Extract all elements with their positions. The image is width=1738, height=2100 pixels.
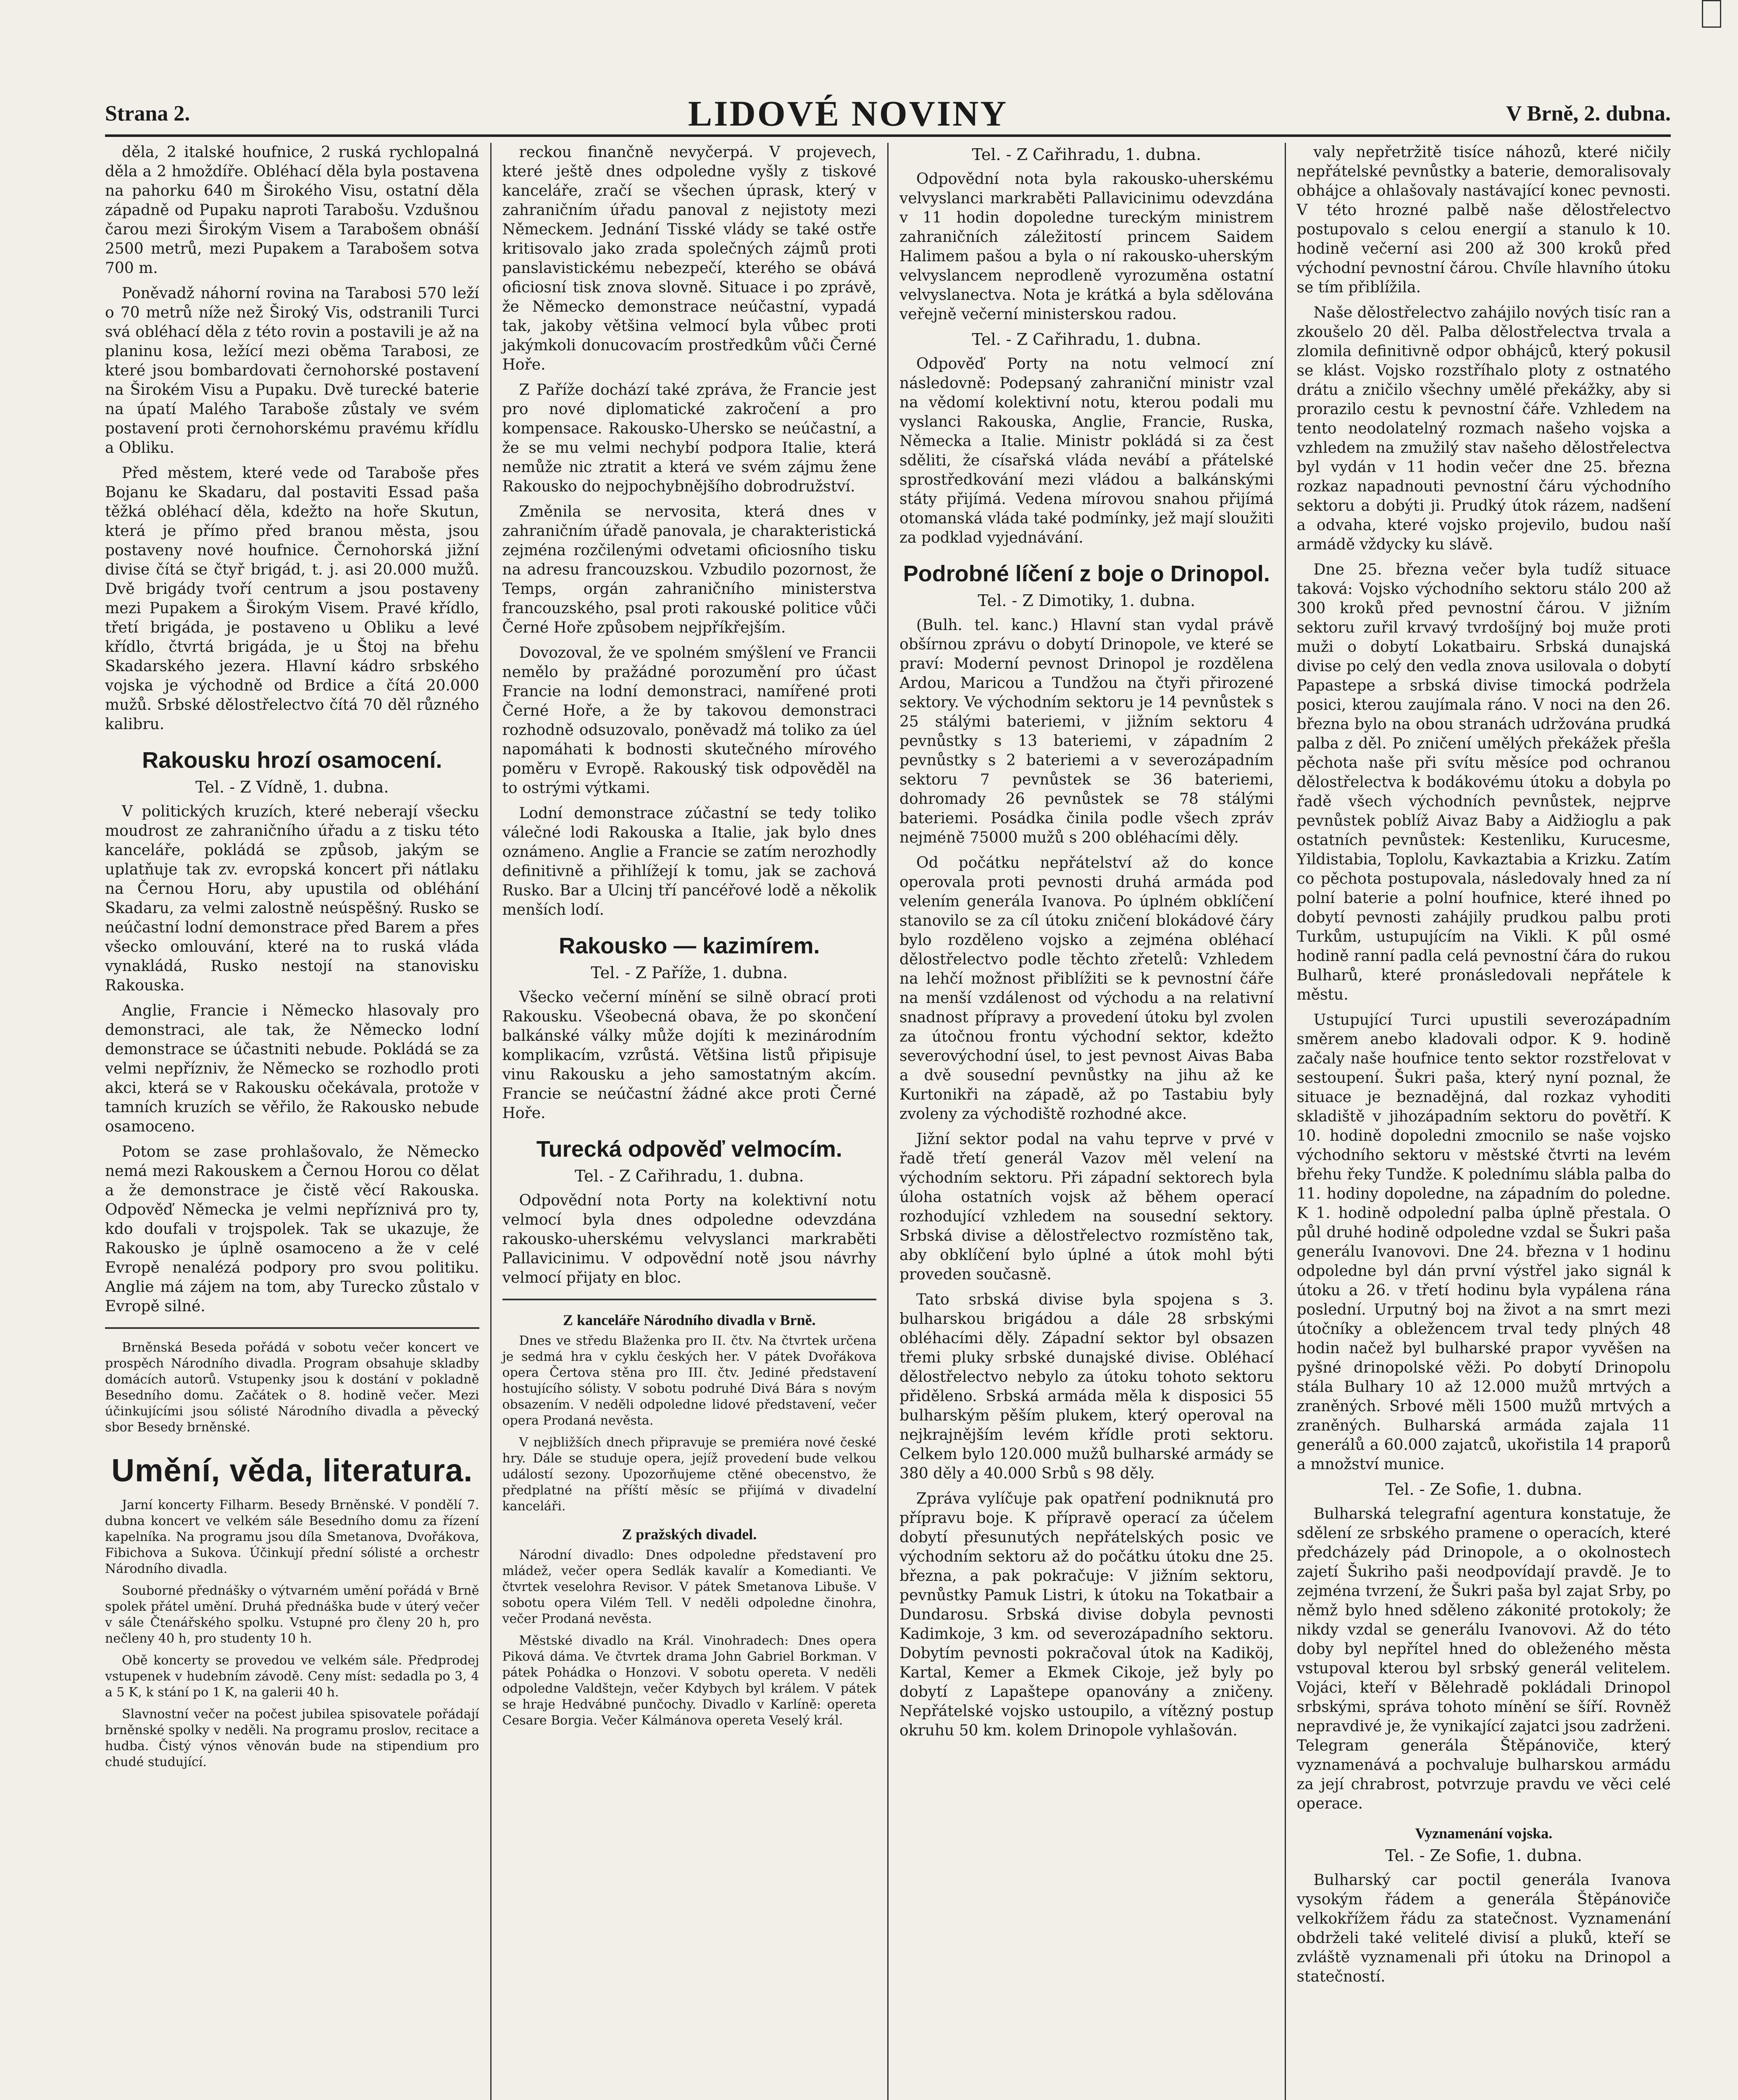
paragraph: Souborné přednášky o výtvarném umění pořádá v Brně spolek přátel umění. Druhá přednáška bude v úterý večer v sále Čtenářského spolku. Vstupné pro členy 20 h, pro nečleny 40 h, pro studenty 10 h. xyxy=(105,1583,479,1646)
paragraph: Dnes ve středu Blaženka pro II. čtv. Na čtvrtek určena je sedmá hra v cyklu českých her. V pátek Dvořákova opera Čertova stěna pro III. čtv. Jediné představení hostujícího sólisty. V sobotu podruhé Divá Bára s novým obsazením. V neděli odpoledne lidové představení, večer opera Prodaná nevěsta. xyxy=(502,1334,876,1428)
paragraph: Jarní koncerty Filharm. Besedy Brněnské. V pondělí 7. dubna koncert ve velkém sále Besedního domu za řízení kapelníka. Na programu jsou díla Smetanova, Dvořákova, Fibichova a Sukova. Účinkují přední sólisté a orchestr Národního divadla. xyxy=(105,1498,479,1576)
subhead-army-award: Vyznamenání vojska. xyxy=(1415,1825,1553,1842)
arts-section xyxy=(105,1497,479,1770)
paragraph: Od počátku nepřátelství až do konce operovala proti pevnosti druhá armáda pod velením generála Ivanova. Po úplném obklíčení stanovilo se za cíl útoku zničení blokádové čáry bylo rozděleno vojsko a zejména obléhací dělostřelectvo podle těchto zřetelů: Vzhledem na lehčí možnost přiblížiti se k pevnostní čáře na menší vzdálenost od východu a na relativní snadnost přípravy a provedení útoku byl zvolen za útočnou frontu východní sektor, kdežto severovýchodní úsel, to jest pevnost Aivas Baba a dvě sousední pevnůstky na jihu až ke Kurtonikři na západě, až po Tastabiu byly zvoleny za východiště rozhodné akce. xyxy=(899,854,1274,1123)
page-edge-mark xyxy=(1702,0,1721,28)
dateline: Tel. - Z Cařihradu, 1. dubna. xyxy=(972,330,1202,349)
paragraph: Odpovědní nota Porty na kolektivní notu velmocí byla dnes odpoledne odevzdána rakousko-uherskému velvyslanci markraběti Pallavicinimu. V odpovědní notě jsou návrhy velmocí přijaty en bloc. xyxy=(502,1192,876,1286)
headline-drinopol-battle: Podrobné líčení z boje o Drinopol. xyxy=(903,561,1270,586)
subhead-brno-theatre: Z kanceláře Národního divadla v Brně. xyxy=(563,1312,816,1328)
paragraph: (Bulh. tel. kanc.) Hlavní stan vydal právě obšírnou zprávu o dobytí Drinopole, ve které se praví: Moderní pevnost Drinopol je rozdělena Ardou, Maricou a Tundžou na čtyři přirozené sektory. Ve východním sektoru je 14 pevnůstek s 25 stálými bateriemi, v jižním sektoru 4 pevnůstky s 13 bateriemi, v západním 2 pevnůstky s 2 bateriemi a v severozápadním sektoru 7 pevnůstek se 36 bateriemi, dohromady 26 pevnůstek se 78 stálými bateriemi. Posádka činila podle všech zpráv nejméně 75000 mužů s 200 obléhacími děly. xyxy=(899,617,1274,846)
paragraph: Zpráva vylíčuje pak opatření podniknutá pro přípravu boje. K přípravě operací za účelem dobytí přesunutých nepřátelských posic ve východním sektoru až do počátku útoku dne 25. března, a pak pokračuje: V jižním sektoru, pevnůstky Pamuk Listri, k útoku na Tokatbair a Dundarosu. Srbská divise dobyla pevnosti Kadimkoje, 3 km. od severozápadního sektoru. Dobytím pevnosti pokračoval útok na Kadiköj, Kartal, Kemer a Ekmek Cikoje, jež byly po dobytí z Lapaštepe opanovány a zničeny. Nepřátelské vojsko ustoupilo, a vítězný postup okruhu 50 km. kolem Drinopole vyhlašován. xyxy=(899,1490,1274,1739)
paragraph: Z Paříže dochází také zpráva, že Francie jest pro nové diplomatické zakročení a pro kompensace. Rakousko-Uhersko se neúčastní, a že se mu velmi nechybí podpora Italie, která nemůže nic ztratit a která ve svém zájmu žene Rakousko do nejpochybnějšího dobrodružství. xyxy=(502,381,876,495)
small-notice xyxy=(105,1340,479,1436)
paragraph: Brněnská Beseda pořádá v sobotu večer koncert ve prospěch Národního divadla. Program obsahuje skladby domácích autorů. Vstupenky jsou k dostání v pokladně Besedního domu. Začátek o 8. hodině večer. Mezi účinkujícími jsou sólisté Národního divadla a pěvecký sbor Besedy brněnské. xyxy=(105,1340,479,1435)
section-divider xyxy=(105,1327,479,1329)
headline-austria-paris: Rakousko — kazimírem. xyxy=(559,933,820,958)
paragraph: Dne 25. března večer byla tudíž situace taková: Vojsko východního sektoru stálo 200 až 300 kroků před pevnostní čárou. V jižním sektoru zuřil krvavý tvrdošíjný boj muže proti muži o dobytí Lokatbairu. Srbská dunajská divise po celý den vedla znova usilovala o dobytí Papastepe a srbská divise timocká podržela posici, kterou zaujímala ráno. V noci na den 26. března bylo na obou stranách udržována prudká palba z děl. Po zničení umělých překážek přešla pěchota naše při svítu měsíce pod ochranou dělostřelectva k bodákovému útoku a dobyla po řadě všech východních pevnůstek, nejprve pevnůstek poblíž Aivaz Baby a Aidžioglu a pak ostatních pevnůstek: Kestenliku, Kurucesme, Yildistabia, Toplolu, Kavkaztabia a Krizku. Zatím co pěchota postupovala, následovaly hned za ní polní baterie a polní houfnice, které ihned po dobytí pevnosti zahájily prudkou palbu proti Turkům, ustupujícím na Vikli. K půl osmé hodině ranní padla celá pevnostní čára do rukou Bulharů, které pronásledovali nepřátele k městu. xyxy=(1296,561,1671,1003)
page-number: Strana 2. xyxy=(105,101,190,126)
paragraph: Naše dělostřelectvo zahájilo nových tisíc ran a zkoušelo 20 děl. Palba dělostřelectva trvala a zlomila definitivně odpor obhájců, který pokusil se klást. Vojsko rozstříhalo ploty z ostnatého drátu a zničilo všechny umělé překážky, aby si prorazilo cestu k pevnostní čáře. Vzhledem na tento neodolatelný rozmach našeho vojska a vzhledem na zmužilý stav našeho dělostřelectva byl vydán v 11 hodin večer dne 25. března rozkaz napadnouti pevnostní čáru východního sektoru a dobýti ji. Prudký útok rázem, nadšení a odvaha, které vojsko projevilo, budou naší armádě vždycky ku slávě. xyxy=(1296,304,1671,553)
article-columns xyxy=(105,143,1671,2100)
section-title-arts: Umění, věda, literatura. xyxy=(111,1453,473,1488)
paragraph: děla, 2 italské houfnice, 2 ruská rychlopalná děla a 2 hmoždíře. Obléhací děla byla postavena na pahorku 640 m Širokého Visu, ostatní děla západně od Pupaku naproti Tarabošu. Vzdušnou čarou mezi Širokým Visem a Tarabošem obnáší 2500 metrů, mezi Pupakem a Tarabošem sotva 700 m. xyxy=(105,144,479,277)
dateline: Tel. - Z Vídně, 1. dubna. xyxy=(195,778,389,796)
paragraph: Potom se zase prohlašovalo, že Německo nemá mezi Rakouskem a Černou Horou co dělat a že demonstrace je čistě věcí Rakouska. Odpověď Německa je velmi nepříznivá pro ty, kdo doufali v trojspolek. Tak se ukazuje, že Rakousko je úplně osamoceno a že v celé Evropě nenalézá podpory pro svou politiku. Anglie má zájem na tom, aby Turecko zůstalo v Evropě silné. xyxy=(105,1143,479,1315)
paragraph: Poněvadž náhorní rovina na Tarabosi 570 leží o 70 metrů níže než Široký Vis, odstranili Turci svá obléhací děla z této rovin a postavili je až na planinu kosa, ležící mezi oběma Tarabosi, ze které jsou bombardovati černohorské postavení na Širokém Visu a Pupaku. Dvě turecké baterie na úpatí Malého Taraboše zůstaly ve svém postavení proti černohorskému pravému křídlu a Obliku. xyxy=(105,285,479,457)
paragraph: Bulharská telegrafní agentura konstatuje, že sdělení ze srbského pramene o operacích, které předcházely pád Drinopole, a o okolnostech zajetí Šukriho paši neodpovídají pravdě. Je to zejména tvrzení, že Šukri paša byl zajat Srby, po němž bylo hned sděleno zákonité protokoly; že nikdy vzdal se generálu Ivanovovi. Až do této doby byl nepřítel hned do obleženého města vstupoval kterou byl srbský generál velitelem. Vojáci, kteří v Bělehradě pokládali Drinopol srbskými, správa tohoto mínění se šíří. Rovněž nepravdivé je, že vynikající zajatci jsou zadrženi. Telegram generála Štěpánoviče, který vyznamenává a pochvaluje bulharskou armádu za její chrabrost, potvrzuje pravdu ve věci celé operace. xyxy=(1296,1505,1671,1812)
paragraph: Jižní sektor podal na vahu teprve v prvé v řadě třetí generál Vazov měl velení na východním sektoru. Při západní sektorech byla úloha ostatních vojsk až během operací rozhodující vzhledem na sousední sektory. Srbská divise a dělostřelectvo rozmístěno tak, aby obklíčení bylo úplné a útok mohl býti proveden současně. xyxy=(899,1131,1274,1283)
paragraph: Slavnostní večer na počest jubilea spisovatele pořádají brněnské spolky v neděli. Na programu proslov, recitace a hudba. Čistý výnos věnován bude na stipendium pro chudé studující. xyxy=(105,1707,479,1769)
dateline: Tel. - Z Cařihradu, 1. dubna. xyxy=(574,1167,804,1185)
paragraph: Anglie, Francie i Německo hlasovaly pro demonstraci, ale tak, že Německo lodní demonstrace se účastniti nebude. Pokládá se za velmi nepřízniv, že Německo se rozhodlo proti akci, která se v Rakousku očekávala, protože v tamních kruzích se věřilo, že Rakousko nebude osamoceno. xyxy=(105,1002,479,1135)
col1-lead xyxy=(105,143,479,734)
paragraph: Obě koncerty se provedou ve velkém sále. Předprodej vstupenek v hudebním závodě. Ceny míst: sedadla po 3, 4 a 5 K, k stání po 1 K, na galerii 40 h. xyxy=(105,1653,479,1700)
paragraph: Před městem, které vede od Taraboše přes Bojanu ke Skadaru, dal postaviti Essad paša těžká obléhací děla, kdežto na hoře Skutun, která je přímo před branou města, jsou postaveny nové houfnice. Černohorská jižní divise čítá se čtyř brigád, t. j. asi 20.000 mužů. Dvě brigády tvoří centrum a jsou postaveny mezi Pupakem a Širokým Visem. Pravé křídlo, třetí brigáda, je postaveno u Obliku a levé křídlo, čtvrtá brigáda, je u Štoj na břehu Skadarského jezera. Hlavní kádro srbského vojska je východně od Brdice a čítá 20.000 mužů. Srbské dělostřelectvo čítá 70 děl různého kalibru. xyxy=(105,465,479,733)
headline-austria-isolation: Rakousku hrozí osamocení. xyxy=(142,748,442,773)
section-divider xyxy=(502,1299,877,1300)
paragraph: V politických kruzích, které neberají všecku moudrost ze zahraničního úřadu a z tisku této kanceláře, pokládá se způsob, jakým se uplatňuje tak zv. evropská koncert při nátlaku na Černou Horu, aby upustila od obléhání Skadaru, za velmi zalostně neúspěšný. Rusko se neúčastní lodní demonstrace před Barem a přes všecko omlouvání, které na to ruská vláda vynakládá, Rusko nestojí na stanovisku Rakouska. xyxy=(105,803,479,994)
paragraph: Odpověď Porty na notu velmocí zní následovně: Podepsaný zahraniční ministr vzal na vědomí kolektivní notu, kterou podali mu vyslanci Rakouska, Anglie, Francie, Ruska, Německa a Italie. Ministr pokládá si za čest sděliti, že císařská vláda nevábí a přátelské sprostředkování mezi vládou a balkánskými státy přijímá. Vedena mírovou snahou přijímá otomanská vláda také podmínky, jež mají sloužiti za podklad vyjednávání. xyxy=(899,355,1274,546)
paragraph: Všecko večerní mínění se silně obrací proti Rakousku. Všeobecná obava, že po skončení balkánské války může dojíti k mezinárodním komplikacím, vzrůstá. Většina listů připisuje vinu Rakousku a jeho samostatným akcím. Francie se neúčastní žádné akce proti Černé Hoře. xyxy=(502,989,876,1122)
dateline: Tel. - Z Dimotiky, 1. dubna. xyxy=(978,591,1196,610)
paragraph: Dovozoval, že ve spolném smýšlení ve Francii nemělo by pražádné porozumění pro účast Francie na lodní demonstraci, namířené proti Černé Hoře, a že by takovou demonstraci rozhodně odsuzovalo, poněvadž má toliko za úel napomáhati k bodnosti skutečného mírového poměru v Evropě. Rakouský tisk odpověděl na to ostrými výtkami. xyxy=(502,644,876,797)
column-3 xyxy=(887,143,1285,2100)
masthead-bar xyxy=(105,92,1671,137)
dateline: Tel. - Ze Sofie, 1. dubna. xyxy=(1385,1846,1583,1865)
paragraph: Bulharský car poctil generála Ivanova vysokým řádem a generála Štěpánoviče velkokřížem řádu za statečnost. Vyznamenání obdrželi také velitelé divisí a pluků, kteří se zvláště vyznamenali při útoku na Drinopol a statečností. xyxy=(1296,1872,1671,1985)
paragraph: Národní divadlo: Dnes odpoledne představení pro mládež, večer opera Sedlák kavalír a Komedianti. Ve čtvrtek veselohra Revisor. V pátek Smetanova Libuše. V sobotu opera Vilém Tell. V neděli odpoledne činohra, večer Prodaná nevěsta. xyxy=(502,1548,876,1626)
column-1 xyxy=(105,143,490,2100)
paragraph: reckou finančně nevyčerpá. V projevech, které ještě dnes odpoledne vyšly z tiskové kanceláře, zračí se všechen úprask, který v zahraničním úřadu panoval z nejistoty mezi Německem. Jednání Tisské vlády se také ostře kritisovalo jako zrada společných zájmů proti panslavistickému nebezpečí, kterého se obává oficiosní tisk znova slovně. Situace i po zprávě, že Německo demonstrace neúčastní, vypadá tak, jakoby většina velmocí byla vůbec proti jakýmkoli donucovacím prostředkům vůči Černé Hoře. xyxy=(502,144,876,373)
subhead-prague-theatres: Z pražských divadel. xyxy=(622,1526,757,1543)
issue-date: V Brně, 2. dubna. xyxy=(1506,101,1671,126)
paragraph: V nejbližších dnech připravuje se premiéra nové české hry. Dále se studuje opera, jejíž provedení bude velkou událostí sezony. Upozorňujeme ctěné obecenstvo, že předplatné na příští měsíc se přijímá v divadelní kanceláři. xyxy=(502,1435,876,1514)
paragraph: Odpovědní nota byla rakousko-uherskému velvyslanci markraběti Pallavicinimu odevzdána v 11 hodin dopoledne tureckým ministrem zahraničních záležitostí princem Saidem Halimem pašou a byla o ní rakousko-uherským velvyslancem neprodleně vyrozuměna ostatní velvyslanectva. Nota je krátká a byla sdělována veřejně večerní ministerskou radou. xyxy=(899,171,1274,323)
column-2 xyxy=(490,143,888,2100)
paragraph: Městské divadlo na Král. Vinohradech: Dnes opera Piková dáma. Ve čtvrtek drama John Gabriel Borkman. V pátek Pohádka o Honzovi. V sobotu opereta. V neděli odpoledne Valdštejn, večer Kdybych byl králem. V pátek se hraje Hedvábné punčochy. Divadlo v Karlíně: opereta Cesare Borgia. Večer Kálmánova opereta Veselý král. xyxy=(502,1633,876,1728)
column-4 xyxy=(1285,143,1671,2100)
paragraph: valy nepřetržitě tisíce náhozů, které ničily nepřátelské pevnůstky a baterie, demoralisovaly obhájce a ohlašovaly nastávající konec pevnosti. V této hrozné palbě naše dělostřelectvo postupovalo s celou energií a stanulo k 10. hodině večerní asi 200 až 300 kroků před východní pevnostní čárou. Chvíle hlavního útoku se tím přiblížila. xyxy=(1296,144,1671,296)
dateline: Tel. - Z Cařihradu, 1. dubna. xyxy=(972,145,1202,164)
paragraph: Změnila se nervosita, která dnes v zahraničním úřadě panovala, je charakteristická zejména rozčilenými odvetami oficiosního tisku na adresu francouzskou. Vzbudilo pozornost, že Temps, orgán zahraničního ministerstva francouzského, psal proti rakouské politice vůči Černé Hoře způsobem nejpříkřejším. xyxy=(502,503,876,636)
theatre-section xyxy=(502,1311,877,1729)
paragraph: Tato srbská divise byla spojena s 3. bulharskou brigádou a dále 28 srbskými obléhacími děly. Západní sektor byl obsazen třemi pluky srbské dunajské divise. Obléhací dělostřelectvo nebylo za útoku tohoto sektoru přiděleno. Srbská armáda měla k disposici 55 bulharským pěším plukem, který operoval na nejkrajnějším levém křídle proti sektoru. Celkem bylo 120.000 mužů bulharské armády se 380 děly a 40.000 Srbů s 98 děly. xyxy=(899,1291,1274,1482)
dateline: Tel. - Ze Sofie, 1. dubna. xyxy=(1385,1480,1583,1499)
dateline: Tel. - Z Paříže, 1. dubna. xyxy=(591,963,788,982)
newspaper-title: LIDOVÉ NOVINY xyxy=(688,93,1008,134)
headline-turkish-reply: Turecká odpověď velmocím. xyxy=(536,1137,842,1162)
paragraph: Ustupující Turci upustili severozápadním směrem anebo kladovali odpor. K 9. hodině začaly naše houfnice tento sektor rozstřelovat v sestoupení. Šukri paša, který nyní poznal, že situace je beznadějná, dal rozkaz vyhoditi skladiště v jihozápadním sektoru do povětří. K 10. hodině dopoledni zmocnilo se naše vojsko východního sektoru v městské čtvrti na levém břehu řeky Tundže. K polednímu slábla palba do 11. hodiny dopoledne, na západním do poledne. K 1. hodině odpolední palba úplně přestala. O půl druhé hodině odpoledne vzdal se Šukri paša generálu Ivanovovi. Dne 24. března v 1 hodinu odpoledne byl dán první výstřel jako signál k útoku a 26. v třetí hodinu byla vypálena rána poslední. Urputný boj na život a na smrt mezi útočníky a obležencem trval tedy plných 48 hodin načež byl bulharské prapor vyvěšen na pyšné drinopolské věži. Po dobytí Drinopolu stála Bulhary 10 až 12.000 mužů mrtvých a zraněných. Srbové měli 1500 mužů mrtvých a zraněných. Bulharská armáda zajala 11 generálů a 60.000 zajatců, ukořistila 14 praporů a množství munice. xyxy=(1296,1011,1671,1473)
paragraph: Lodní demonstrace zúčastní se tedy toliko válečné lodi Rakouska a Italie, jak bylo dnes oznámeno. Anglie a Francie se zatím nerozhodly definitivně a přihlížejí k tomu, jak se zachová Rusko. Bar a Ulcinj tří pancéřové lodě a několik menších lodí. xyxy=(502,805,876,919)
